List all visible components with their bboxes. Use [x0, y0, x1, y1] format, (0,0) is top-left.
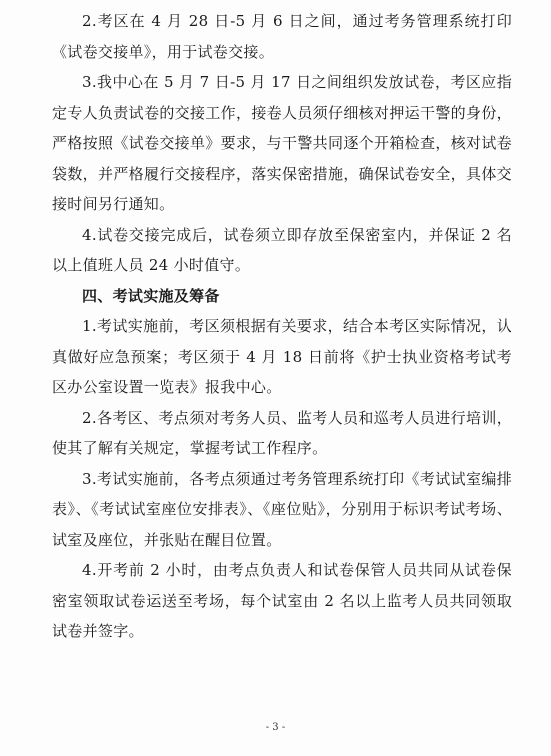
- paragraph-staff-training: 2.各考区、考点须对考务人员、监考人员和巡考人员进行培训，使其了解有关规定，掌握考试工作程序。: [52, 408, 512, 457]
- section-heading-exam-implementation: 四、考试实施及筹备: [82, 286, 220, 305]
- document-body: [52, 6, 512, 647]
- paragraph-exam-area-print-handover: 2.考区在 4 月 28 日-5 月 6 日之间，通过考务管理系统打印《试卷交接单》，用于试卷交接。: [52, 12, 512, 61]
- page-number: - 3 -: [265, 722, 286, 733]
- paragraph-collect-papers: 4.开考前 2 小时，由考点负责人和试卷保管人员共同从试卷保密室领取试卷运送至考场，每个试室由 2 名以上监考人员共同领取试卷并签字。: [52, 561, 512, 640]
- paragraph-emergency-plan: 1.考试实施前，考区须根据有关要求，结合本考区实际情况，认真做好应急预案；考区须于 4 月 18 日前将《护士执业资格考试考区办公室设置一览表》报我中心。: [52, 317, 512, 396]
- paragraph-print-seating: 3.考试实施前，各考点须通过考务管理系统打印《考试试室编排表》、《考试试室座位安排表》、《座位贴》，分别用于标识考试考场、试室及座位，并张贴在醒目位置。: [52, 469, 512, 549]
- paragraph-center-distribute-papers: 3.我中心在 5 月 7 日-5 月 17 日之间组织发放试卷，考区应指定专人负责试卷的交接工作，接卷人员须仔细核对押运干警的身份，严格按照《试卷交接单》要求，与干警共同逐个开箱检查，核对试卷袋数，并严格履行交接程序，落实保密措施，确保试卷安全，具体交接时间另行通知。: [52, 73, 512, 213]
- paragraph-secure-storage: 4.试卷交接完成后，试卷须立即存放至保密室内，并保证 2 名以上值班人员 24 小时值守。: [52, 225, 512, 274]
